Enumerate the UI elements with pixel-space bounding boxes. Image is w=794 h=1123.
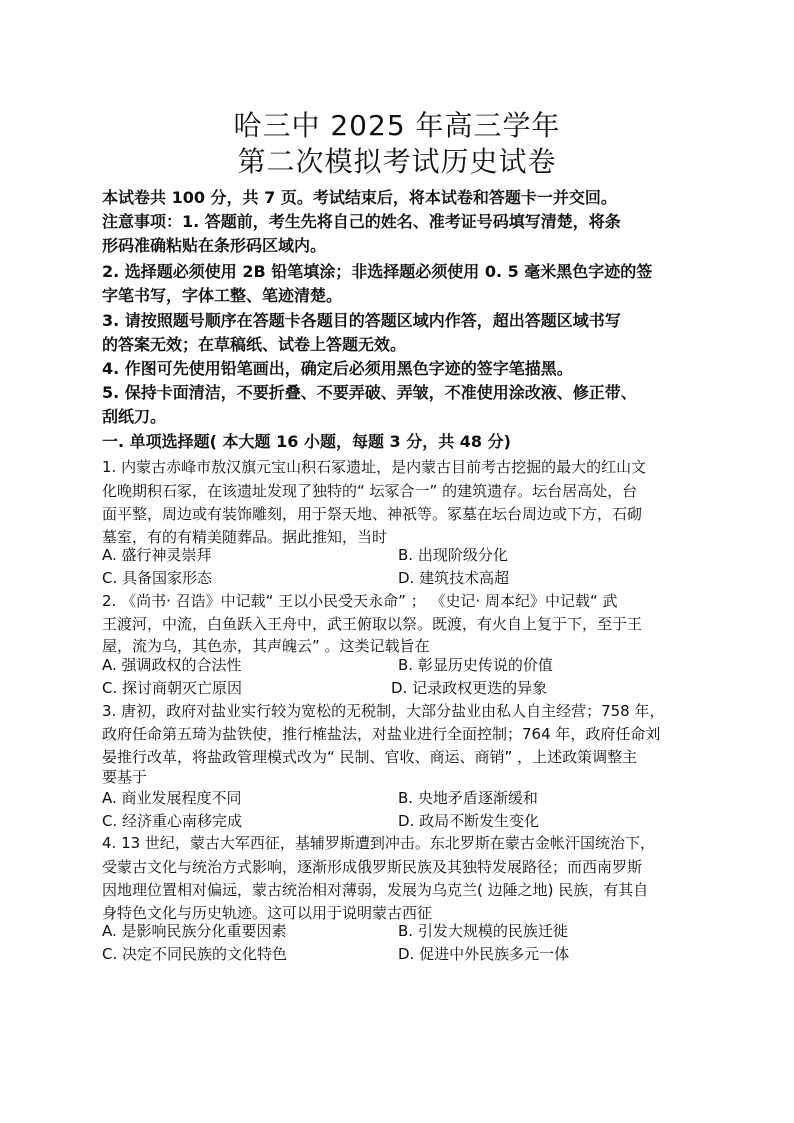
exam-intro: 本试卷共 100 分，共 7 页。考试结束后，将本试卷和答题卡一并交回。 [102,188,617,207]
question-2-option-a: A. 强调政权的合法性 [102,656,242,674]
question-3-line2: 政府任命第五琦为盐铁使，推行榷盐法，对盐业进行全面控制；764 年，政府任命刘 [102,725,661,743]
question-1-line4: 墓室，有的有精美随葬品。据此推知，当时 [102,528,388,546]
question-2-line1: 2. 《尚书· 召诰》中记载“ 王以小民受天永命” ； 《史记· 周本纪》中记载“ 武 [102,592,618,610]
notice-4: 4. 作图可先使用铅笔画出，确定后必须用黑色字迹的签字笔描黑。 [102,359,573,378]
question-1-line3: 面平整，周边或有装饰雕刻，用于祭天地、神祇等。冢墓在坛台周边或下方，石砌 [102,505,643,523]
question-1-option-d: D. 建筑技术高超 [398,569,510,587]
question-1-line1: 1. 内蒙古赤峰市敖汉旗元宝山积石冢遗址，是内蒙古目前考古挖掘的最大的红山文 [102,458,647,476]
question-1-option-b: B. 出现阶级分化 [398,546,508,564]
question-4-option-a: A. 是影响民族分化重要因素 [102,922,287,940]
question-3-line3: 晏推行改革，将盐政管理模式改为“ 民制、官收、商运、商销” ，上述政策调整主 [102,748,638,766]
exam-title-line1: 哈三中 2025 年高三学年 [233,109,561,142]
question-1-option-c: C. 具备国家形态 [102,569,213,587]
question-4-line3: 因地理位置相对偏远，蒙古统治相对薄弱，发展为乌克兰( 边陲之地) 民族，有其自 [102,881,649,899]
exam-title-line2: 第二次模拟考试历史试卷 [237,145,557,178]
question-1-option-a: A. 盛行神灵崇拜 [102,546,212,564]
question-4-line1: 4. 13 世纪，蒙古大军西征，基辅罗斯遭到冲击。东北罗斯在蒙古金帐汗国统治下， [102,834,655,852]
notice-3-line1: 3. 请按照题号顺序在答题卡各题目的答题区域内作答，超出答题区域书写 [102,311,621,330]
question-3-line4: 要基于 [102,768,148,786]
notice-1-line1: 注意事项：1. 答题前，考生先将自己的姓名、准考证号码填写清楚，将条 [102,212,621,231]
notice-2-line1: 2. 选择题必须使用 2B 铅笔填涂；非选择题必须使用 0. 5 毫米黑色字迹的签 [102,262,653,281]
question-3-option-a: A. 商业发展程度不同 [102,789,242,807]
question-3-option-d: D. 政局不断发生变化 [398,812,540,830]
notice-1-line2: 形码准确粘贴在条形码区域内。 [102,236,327,255]
question-2-line2: 王渡河，中流，白鱼跃入王舟中，武王俯取以祭。既渡，有火自上复于下，至于王 [102,615,643,633]
question-3-option-b: B. 央地矛盾逐渐缓和 [398,789,538,807]
notice-5-line1: 5. 保持卡面清洁，不要折叠、不要弄破、弄皱，不准使用涂改液、修正带、 [102,383,637,402]
notice-5-line2: 刮纸刀。 [102,407,167,426]
question-2-option-d: D. 记录政权更迭的异象 [391,679,548,697]
question-4-line4: 身特色文化与历史轨迹。这可以用于说明蒙古西征 [102,904,433,922]
question-2-option-b: B. 彰显历史传说的价值 [398,656,553,674]
question-4-option-b: B. 引发大规模的民族迁徙 [398,922,568,940]
question-2-option-c: C. 探讨商朝灭亡原因 [102,679,243,697]
question-4-line2: 受蒙古文化与统治方式影响，逐渐形成俄罗斯民族及其独特发展路径；而西南罗斯 [102,858,643,876]
question-3-option-c: C. 经济重心南移完成 [102,812,243,830]
question-4-option-d: D. 促进中外民族多元一体 [398,945,570,963]
section-heading: 一. 单项选择题( 本大题 16 小题，每题 3 分，共 48 分) [102,432,511,451]
question-4-option-c: C. 决定不同民族的文化特色 [102,945,288,963]
notice-3-line2: 的答案无效；在草稿纸、试卷上答题无效。 [102,335,407,354]
question-3-line1: 3. 唐初，政府对盐业实行较为宽松的无税制，大部分盐业由私人自主经营；758 年， [102,702,665,720]
question-2-line3: 屋，流为乌，其色赤，其声魄云” 。这类记载旨在 [102,637,430,655]
question-1-line2: 化晚期积石冢，在该遗址发现了独特的“ 坛冢合一” 的建筑遗存。坛台居高处，台 [102,482,638,500]
notice-2-line2: 字笔书写，字体工整、笔迹清楚。 [102,286,343,305]
